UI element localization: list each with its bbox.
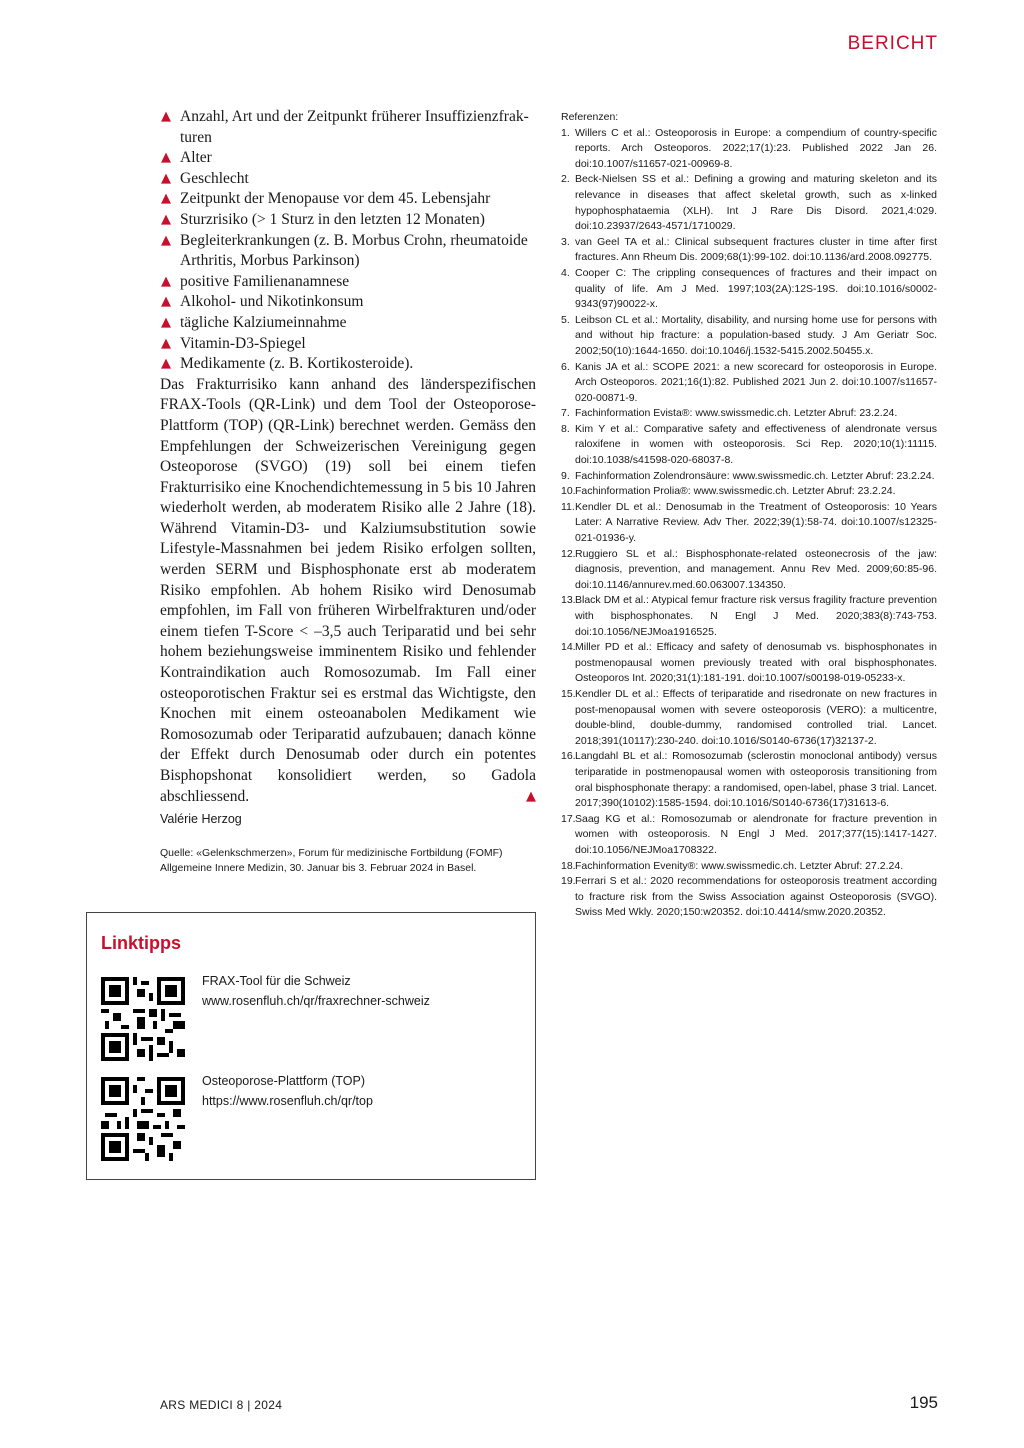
link-url[interactable]: https://www.rosenfluh.ch/qr/top	[202, 1094, 373, 1108]
reference-text: van Geel TA et al.: Clinical subsequent fractures cluster in time after first fractures. Ann Rheum Dis. 2009;68(1):99-102. doi:10.1136/ard.2008.092775.	[575, 235, 937, 264]
reference-number: 6.	[561, 360, 570, 373]
reference-item	[561, 640, 937, 687]
reference-number: 10.	[561, 485, 576, 498]
reference-item	[561, 313, 937, 360]
reference-item	[561, 266, 937, 313]
reference-item	[561, 593, 937, 640]
reference-text: Fachinformation Evenity®: www.swissmedic.ch. Letzter Abruf: 27.2.24.	[575, 859, 904, 872]
triangle-bullet-icon: ▲	[161, 211, 171, 227]
page-number: 195	[909, 1393, 938, 1412]
list-item-text: Zeitpunkt der Menopause vor dem 45. Lebensjahr	[180, 190, 491, 208]
reference-text: Langdahl BL et al.: Romosozumab (sclerostin monoclonal antibody) versus teriparatide in postmenopausal women with osteoporosis transitioning from oral bisphosphonate therapy: a randomised, open-label, phase 3 trial. Lancet. 2017;390(10102):1585-1594. doi:10.1016/S0140-6736(17)31613-6.	[575, 750, 937, 810]
frax-link[interactable]	[202, 971, 430, 1011]
source-note: Quelle: «Gelenkschmerzen», Forum für medizinische Fortbildung (FOMF) Allgemeine Innere Medizin, 30. Januar bis 3. Februar 2024 in Basel.	[160, 847, 503, 874]
reference-item	[561, 360, 937, 407]
list-item-text: Geschlecht	[180, 169, 249, 187]
end-mark-icon: ▲	[526, 788, 536, 804]
reference-number: 15.	[561, 687, 576, 700]
triangle-bullet-icon: ▲	[161, 170, 171, 186]
reference-item	[561, 235, 937, 266]
link-url[interactable]: www.rosenfluh.ch/qr/fraxrechner-schweiz	[202, 994, 430, 1008]
body-paragraph	[160, 375, 536, 807]
link-label: FRAX-Tool für die Schweiz	[202, 974, 351, 988]
list-item-text: Vitamin-D3-Spiegel	[180, 334, 306, 352]
reference-text: Kendler DL et al.: Effects of teriparatide and risedronate on new fractures in post-menopausal women with severe osteoporosis (VERO): a multicentre, double-blind, double-dummy, randomised controlled trial. Lancet. 2018;391(10117):230-240. doi:10.1016/S0140-6736(17)32137-2.	[575, 687, 937, 747]
reference-text: Kim Y et al.: Comparative safety and effectiveness of alendronate versus raloxifene in women with osteoporosis. Sci Rep. 2020;10(1):11115. doi:10.1038/s41598-020-68037-8.	[575, 422, 937, 467]
reference-item	[561, 126, 937, 173]
reference-number: 18.	[561, 859, 576, 872]
list-item	[160, 169, 536, 190]
list-item-text: Medikamente (z. B. Kortikosteroide).	[180, 355, 414, 373]
reference-number: 13.	[561, 594, 576, 607]
section-label: BERICHT	[847, 33, 938, 54]
list-item-text: Alkohol- und Nikotinkonsum	[180, 293, 364, 311]
reference-number: 19.	[561, 875, 576, 888]
link-label: Osteoporose-Plattform (TOP)	[202, 1074, 366, 1088]
reference-item	[561, 469, 937, 485]
linktipps-title: Linktipps	[101, 933, 181, 953]
reference-item	[561, 422, 937, 469]
list-item	[160, 148, 536, 169]
reference-text: Saag KG et al.: Romosozumab or alendronate for fracture prevention in women with osteoporosis. N Engl J Med. 2017;377(15):1417-1427. doi:10.1056/NEJMoa1708322.	[575, 812, 937, 856]
triangle-bullet-icon: ▲	[161, 356, 171, 372]
reference-text: Fachinformation Zolendronsäure: www.swissmedic.ch. Letzter Abruf: 23.2.24.	[575, 469, 935, 482]
journal-footer: ARS MEDICI 8 | 2024	[160, 1398, 283, 1412]
references	[561, 110, 937, 921]
reference-number: 4.	[561, 266, 570, 279]
triangle-bullet-icon: ▲	[161, 232, 171, 248]
reference-number: 8.	[561, 422, 570, 435]
qr-code-icon[interactable]	[101, 1077, 185, 1161]
reference-text: Ruggiero SL et al.: Bisphosphonate-related osteonecrosis of the jaw: diagnosis, prevention, and management. Annu Rev Med. 2009;60:85-96. doi:10.1146/annurev.med.60.063007.134350.	[575, 547, 937, 591]
main-column	[160, 107, 536, 807]
reference-item	[561, 172, 937, 234]
list-item-text: tägliche Kalziumeinnahme	[180, 313, 347, 331]
reference-text: Kendler DL et al.: Denosumab in the Treatment of Osteoporosis: 10 Years Later: A Narrative Review. Adv Ther. 2022;39(1):58-74. doi:10.1007/s12325-021-01936-y.	[575, 500, 937, 545]
list-item	[160, 210, 536, 231]
reference-number: 11.	[561, 500, 575, 513]
triangle-bullet-icon: ▲	[161, 314, 171, 330]
triangle-bullet-icon: ▲	[161, 294, 171, 310]
list-item	[160, 313, 536, 334]
reference-number: 14.	[561, 641, 576, 654]
reference-text: Ferrari S et al.: 2020 recommendations for osteoporosis treatment according to fracture risk from the Swiss Association against Osteoporosis (SVGO). Swiss Med Wkly. 2020;150:w20352. doi:10.4414/smw.2020.20352.	[575, 875, 937, 919]
reference-item	[561, 687, 937, 749]
triangle-bullet-icon: ▲	[161, 191, 171, 207]
reference-number: 3.	[561, 235, 570, 248]
list-item	[160, 231, 536, 272]
reference-text: Leibson CL et al.: Mortality, disability, and nursing home use for persons with and without hip fracture: a population-based study. J Am Geriatr Soc. 2002;50(10):1644-1650. doi:10.1046/j.1532-5415.2002.50455.x.	[575, 313, 937, 357]
triangle-bullet-icon: ▲	[161, 273, 171, 289]
triangle-bullet-icon: ▲	[161, 335, 171, 351]
reference-text: Kanis JA et al.: SCOPE 2021: a new scorecard for osteoporosis in Europe. Arch Osteoporos. 2021;16(1):82. Published 2021 Jun 2. doi:10.1007/s11657-020-00871-9.	[575, 360, 937, 404]
triangle-bullet-icon: ▲	[161, 150, 171, 166]
body-text: Das Frakturrisiko kann anhand des länderspezifischen FRAX-Tools (QR-Link) und dem Tool der Osteoporose-Plattform (TOP) (QR-Link) berechnet werden. Gemäss den Empfehlungen der Schweizerischen Vereinigung gegen Osteoporose (SVGO) (19) soll bei einem tiefen Frakturrisiko eine Knochendichtemessung in 5 bis 10 Jahren wiederholt werden, ab moderatem Risiko alle 2 Jahre (18). Während Vitamin-D3- und Kalziumsubstitution sowie Lifestyle-Massnahmen bei jedem Risiko erfolgen sollten, werden SERM und Bisphosphonate erst ab moderatem Risiko empfohlen. Ab hohem Risiko wird Denosumab empfohlen, im Fall von früheren Wirbelfrakturen und/oder einem tiefen T-Score < –3,5 auch Teriparatid und bei sehr hohem beziehungsweise imminentem Risiko und fehlender Kontraindikation auch Romosozumab. Im Fall einer osteoporotischen Fraktur sei es erstmal das Wichtigste, den Knochen mit einem osteoanabolen Medikament wie Romosozumab oder Teriparatid aufzubauen; danach könne der Effekt durch Denosumab oder durch ein potentes Bisphopshonat konsolidiert werden, so Gadola abschliessend.	[160, 375, 536, 805]
reference-item	[561, 547, 937, 594]
author: Valérie Herzog	[160, 812, 242, 826]
reference-text: Cooper C: The crippling consequences of fractures and their impact on quality of life. Am J Med. 1997;103(2A):12S-19S. doi:10.1016/s0002-9343(97)90022-x.	[575, 266, 937, 311]
reference-item	[561, 874, 937, 921]
references-title: Referenzen:	[561, 111, 619, 123]
reference-number: 17.	[561, 812, 576, 825]
reference-text: Fachinformation Prolia®: www.swissmedic.ch. Letzter Abruf: 23.2.24.	[575, 485, 896, 498]
list-item	[160, 334, 536, 355]
risk-factor-list	[160, 107, 536, 375]
reference-number: 16.	[561, 750, 576, 763]
list-item	[160, 292, 536, 313]
reference-text: Fachinformation Evista®: www.swissmedic.ch. Letzter Abruf: 23.2.24.	[575, 407, 898, 420]
reference-list	[561, 126, 937, 921]
reference-number: 12.	[561, 547, 576, 560]
list-item-text: positive Familienanamnese	[180, 272, 350, 290]
list-item	[160, 107, 536, 148]
top-link[interactable]	[202, 1071, 373, 1111]
reference-text: Willers C et al.: Osteoporosis in Europe: a compendium of country-specific reports. Arch Osteoporos. 2022;17(1):23. Published 2022 Jan 26. doi:10.1007/s11657-021-00969-8.	[575, 126, 937, 170]
list-item-text: Begleiterkrankungen (z. B. Morbus Crohn, rheumatoide Arthritis, Morbus Parkinson)	[180, 231, 528, 270]
list-item-text: Anzahl, Art und der Zeitpunkt früherer Insuffizienzfrakturen	[180, 108, 529, 146]
reference-item	[561, 749, 937, 811]
reference-text: Miller PD et al.: Efficacy and safety of denosumab vs. bisphosphonates in postmenopausal women previously treated with oral bisphosphonates. Osteoporos Int. 2020;31(1):181-191. doi:10.1007/s00198-019-05233-x.	[575, 641, 937, 685]
list-item-text: Sturzrisiko (> 1 Sturz in den letzten 12 Monaten)	[180, 210, 485, 228]
list-item	[160, 272, 536, 293]
reference-number: 5.	[561, 313, 570, 326]
reference-item	[561, 812, 937, 859]
qr-code-icon[interactable]	[101, 977, 185, 1061]
list-item	[160, 354, 536, 375]
reference-item	[561, 859, 937, 875]
linktipps-box	[86, 912, 536, 1180]
reference-text: Beck-Nielsen SS et al.: Defining a growing and maturing skeleton and its relevance in diseases that affect skeletal growth, such as x-linked hypophosphataemia (XLH). Int J Rare Dis Disord. 2021,4:029. doi:10.23937/2643-4571/1710029.	[575, 173, 937, 233]
reference-item	[561, 500, 937, 547]
reference-number: 9.	[561, 469, 570, 482]
list-item-text: Alter	[180, 149, 212, 167]
triangle-bullet-icon: ▲	[161, 109, 171, 124]
reference-number: 2.	[561, 173, 570, 186]
list-item	[160, 189, 536, 210]
reference-text: Black DM et al.: Atypical femur fracture risk versus fragility fracture prevention with bisphosphonates. N Engl J Med. 2020;383(8):743-753. doi:10.1056/NEJMoa1916525.	[575, 594, 937, 638]
reference-number: 7.	[561, 407, 570, 420]
reference-item	[561, 406, 937, 422]
reference-number: 1.	[561, 126, 570, 139]
reference-item	[561, 484, 937, 500]
